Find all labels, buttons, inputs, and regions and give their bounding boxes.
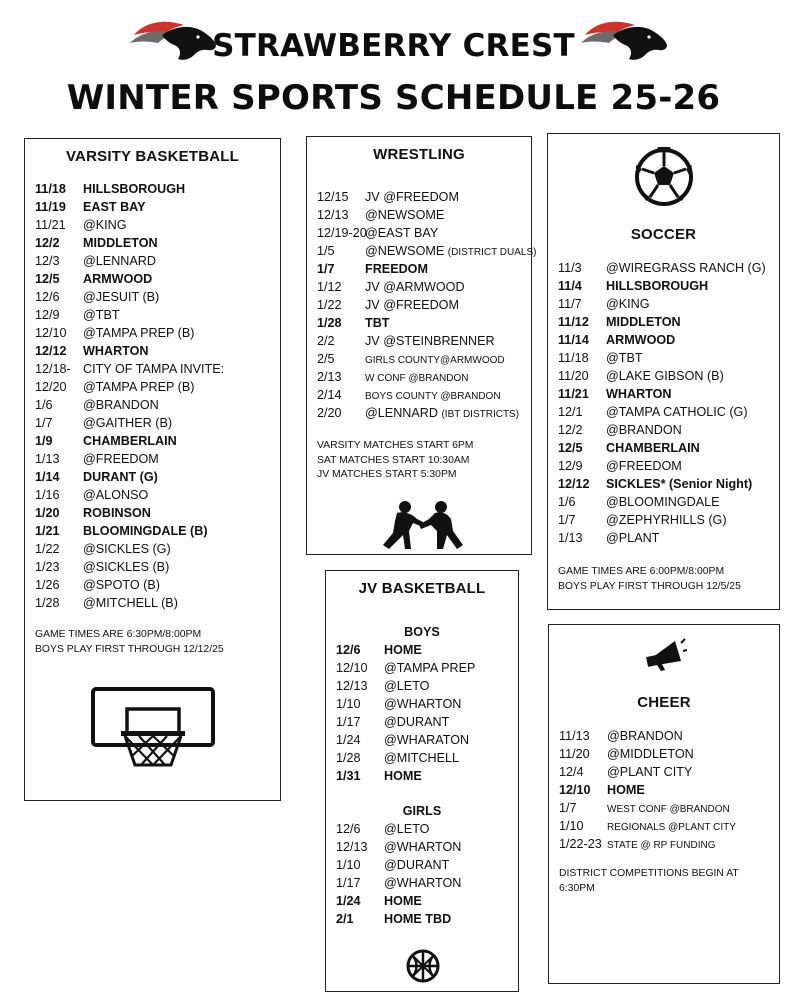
jv-girls-label: GIRLS — [402, 804, 442, 818]
basketball-icon — [406, 949, 440, 983]
schedule-row — [558, 331, 766, 349]
event-opponent: STATE @ RP FUNDING — [607, 840, 716, 851]
schedule-row — [35, 198, 224, 216]
event-date: 12/5 — [558, 441, 583, 455]
event-date: 1/13 — [558, 531, 583, 545]
event-date: 11/21 — [35, 218, 66, 232]
schedule-row — [559, 727, 736, 745]
event-date: 11/3 — [558, 261, 582, 275]
event-opponent: W CONF @BRANDON — [365, 373, 469, 384]
page-title: STRAWBERRY CREST — [212, 28, 575, 64]
event-opponent: @WHARTON — [384, 876, 462, 890]
event-date: 1/26 — [35, 578, 60, 592]
event-date: 1/24 — [336, 733, 361, 747]
event-date: 1/31 — [336, 769, 361, 783]
event-date: 1/24 — [336, 894, 361, 908]
schedule-row — [559, 763, 736, 781]
event-opponent: FREEDOM — [365, 262, 428, 276]
event-opponent: HILLSBOROUGH — [83, 182, 186, 196]
schedule-row — [558, 403, 766, 421]
note-line: 6:30PM — [559, 882, 595, 894]
schedule-row — [558, 529, 766, 547]
schedule-row — [35, 432, 224, 450]
event-date: 2/20 — [317, 406, 342, 420]
event-opponent: @EAST BAY — [365, 226, 439, 240]
event-opponent: JV @FREEDOM — [365, 190, 459, 204]
varsity-basketball-panel — [24, 138, 281, 801]
event-opponent: @LENNARD — [365, 406, 438, 420]
event-opponent: @LENNARD — [83, 254, 156, 268]
event-date: 12/10 — [559, 783, 591, 797]
event-opponent: CITY OF TAMPA INVITE: — [83, 362, 225, 376]
event-opponent: GIRLS COUNTY@ARMWOOD — [365, 355, 505, 366]
schedule-row — [558, 367, 766, 385]
basketball-hoop-icon — [91, 687, 215, 769]
event-opponent: HOME — [384, 894, 422, 908]
event-note: (IBT DISTRICTS) — [441, 409, 520, 420]
schedule-row — [35, 216, 224, 234]
event-date: 2/2 — [317, 334, 335, 348]
event-opponent: BOYS COUNTY @BRANDON — [365, 391, 501, 402]
soccer-panel — [547, 133, 780, 610]
event-date: 12/2 — [558, 423, 583, 437]
event-opponent: HOME — [384, 769, 422, 783]
event-date: 12/6 — [35, 290, 60, 304]
event-date: 1/17 — [336, 876, 361, 890]
event-date: 11/18 — [35, 182, 66, 196]
event-date: 12/6 — [336, 643, 361, 657]
schedule-row — [336, 749, 475, 767]
event-opponent: @SICKLES (B) — [83, 560, 170, 574]
event-opponent: @PLANT — [606, 531, 660, 545]
event-date: 1/7 — [558, 513, 576, 527]
event-opponent: @TAMPA PREP — [384, 661, 476, 675]
event-date: 1/21 — [35, 524, 60, 538]
schedule-row — [35, 252, 224, 270]
event-date: 1/20 — [35, 506, 60, 520]
event-opponent: ROBINSON — [83, 506, 151, 520]
schedule-row — [35, 234, 224, 252]
schedule-row — [35, 558, 224, 576]
event-date: 11/4 — [558, 279, 582, 293]
schedule-row — [558, 349, 766, 367]
event-opponent: @FREEDOM — [606, 459, 682, 473]
event-date: 1/22-23 — [559, 837, 602, 851]
event-date: 12/12 — [558, 477, 590, 491]
schedule-row — [336, 641, 475, 659]
jv-basketball-panel — [325, 570, 519, 992]
schedule-row — [559, 781, 736, 799]
schedule-row — [558, 259, 766, 277]
cheer-notes — [559, 867, 739, 896]
schedule-row — [35, 504, 224, 522]
event-date: 1/22 — [35, 542, 60, 556]
soccer-schedule-list — [558, 259, 766, 547]
event-date: 11/20 — [558, 369, 589, 383]
schedule-row — [35, 270, 224, 288]
event-opponent: @BRANDON — [606, 423, 682, 437]
schedule-row — [317, 224, 536, 242]
varsity-schedule-list — [35, 180, 224, 612]
schedule-row — [558, 439, 766, 457]
schedule-row — [317, 188, 536, 206]
event-date: 12/9 — [35, 308, 60, 322]
event-date: 1/22 — [317, 298, 342, 312]
event-opponent: @WHARATON — [384, 733, 470, 747]
schedule-row — [317, 260, 536, 278]
event-date: 1/17 — [336, 715, 361, 729]
schedule-row — [317, 404, 536, 422]
schedule-row — [559, 745, 736, 763]
schedule-row — [35, 288, 224, 306]
event-date: 1/10 — [336, 858, 361, 872]
schedule-row — [317, 206, 536, 224]
event-opponent: WEST CONF @BRANDON — [607, 804, 730, 815]
note-line: DISTRICT COMPETITIONS BEGIN AT — [559, 868, 739, 879]
schedule-row — [336, 910, 461, 928]
event-opponent: @WHARTON — [384, 697, 462, 711]
schedule-row — [336, 767, 475, 785]
event-opponent: @SICKLES (G) — [83, 542, 171, 556]
event-opponent: @BLOOMINGDALE — [606, 495, 720, 509]
schedule-row — [317, 314, 536, 332]
note-line: VARSITY MATCHES START 6PM — [317, 440, 474, 451]
schedule-row — [558, 313, 766, 331]
schedule-row — [35, 396, 224, 414]
wrestling-schedule-list — [317, 188, 536, 422]
note-line: BOYS PLAY FIRST THROUGH 12/12/25 — [35, 643, 224, 655]
event-opponent: @WHARTON — [384, 840, 462, 854]
event-opponent: @NEWSOME — [365, 244, 445, 258]
event-opponent: @NEWSOME — [365, 208, 445, 222]
event-date: 11/19 — [35, 200, 66, 214]
event-opponent: @DURANT — [384, 858, 450, 872]
event-date: 1/14 — [35, 470, 60, 484]
cheer-panel — [548, 624, 780, 984]
event-date: 1/28 — [336, 751, 361, 765]
event-opponent: REGIONALS @PLANT CITY — [607, 822, 736, 833]
event-opponent: @LETO — [384, 679, 430, 693]
note-line: GAME TIMES ARE 6:30PM/8:00PM — [35, 629, 202, 640]
event-opponent: @TAMPA PREP (B) — [83, 326, 195, 340]
event-date: 1/28 — [35, 596, 60, 610]
schedule-row — [336, 856, 461, 874]
event-opponent: @SPOTO (B) — [83, 578, 160, 592]
event-opponent: @BRANDON — [607, 729, 683, 743]
schedule-row — [35, 414, 224, 432]
event-date: 1/7 — [559, 801, 577, 815]
wrestling-panel — [306, 136, 537, 555]
event-opponent: @PLANT CITY — [607, 765, 693, 779]
cheer-schedule-list — [559, 727, 736, 853]
event-opponent: ARMWOOD — [606, 333, 676, 347]
event-date: 1/6 — [558, 495, 576, 509]
event-opponent: HILLSBOROUGH — [606, 279, 709, 293]
event-opponent: HOME — [384, 643, 422, 657]
event-opponent: @TAMPA CATHOLIC (G) — [606, 405, 748, 419]
schedule-row — [336, 838, 461, 856]
event-date: 1/28 — [317, 316, 342, 330]
event-date: 11/14 — [558, 333, 589, 347]
schedule-row — [317, 296, 536, 314]
event-date: 2/13 — [317, 370, 342, 384]
schedule-row — [336, 677, 475, 695]
schedule-row — [336, 713, 475, 731]
schedule-row — [35, 306, 224, 324]
note-line: GAME TIMES ARE 6:00PM/8:00PM — [558, 566, 725, 577]
event-date: 12/13 — [336, 679, 368, 693]
schedule-row — [558, 295, 766, 313]
schedule-row — [558, 475, 766, 493]
note-line: SAT MATCHES START 10:30AM — [317, 454, 470, 466]
cheer-title: CHEER — [637, 694, 691, 711]
event-opponent: JV @STEINBRENNER — [365, 334, 495, 348]
event-date: 12/1 — [558, 405, 583, 419]
event-opponent: HOME TBD — [384, 912, 452, 926]
schedule-row — [336, 892, 461, 910]
schedule-row — [317, 386, 536, 404]
schedule-row — [559, 817, 736, 835]
schedule-row — [317, 368, 536, 386]
event-date: 12/15 — [317, 190, 349, 204]
event-opponent: @TBT — [83, 308, 120, 322]
event-opponent: @DURANT — [384, 715, 450, 729]
schedule-row — [558, 457, 766, 475]
event-date: 12/12 — [35, 344, 67, 358]
event-date: 1/7 — [317, 262, 335, 276]
jv-boys-schedule-list — [336, 641, 475, 785]
schedule-row — [559, 799, 736, 817]
event-opponent: @TBT — [606, 351, 643, 365]
schedule-row — [35, 594, 224, 612]
event-opponent: JV @FREEDOM — [365, 298, 459, 312]
schedule-row — [336, 820, 461, 838]
schedule-row — [336, 874, 461, 892]
event-date: 1/16 — [35, 488, 60, 502]
event-opponent: CHAMBERLAIN — [83, 434, 177, 448]
event-opponent: WHARTON — [83, 344, 149, 358]
event-date: 12/10 — [35, 326, 67, 340]
event-opponent: @KING — [606, 297, 650, 311]
schedule-row — [317, 350, 536, 368]
jv-girls-schedule-list — [336, 820, 461, 928]
soccer-ball-icon — [634, 147, 694, 207]
event-date: 12/19-20 — [317, 226, 367, 240]
event-date: 11/13 — [559, 729, 590, 743]
note-line: JV MATCHES START 5:30PM — [317, 469, 457, 480]
event-date: 2/14 — [317, 388, 342, 402]
event-date: 12/5 — [35, 272, 60, 286]
event-opponent: @BRANDON — [83, 398, 159, 412]
schedule-row — [558, 421, 766, 439]
event-opponent: @ZEPHYRHILLS (G) — [606, 513, 727, 527]
schedule-row — [336, 695, 475, 713]
jv-basketball-title: JV BASKETBALL — [358, 580, 486, 597]
event-opponent: MIDDLETON — [606, 315, 681, 329]
event-opponent: MIDDLETON — [83, 236, 158, 250]
soccer-title: SOCCER — [630, 226, 697, 243]
schedule-row — [336, 659, 475, 677]
schedule-row — [35, 450, 224, 468]
schedule-row — [35, 180, 224, 198]
event-date: 12/9 — [558, 459, 583, 473]
event-opponent: @LETO — [384, 822, 430, 836]
schedule-row — [317, 332, 536, 350]
schedule-row — [558, 493, 766, 511]
wrestlers-icon — [379, 499, 467, 551]
schedule-row — [35, 522, 224, 540]
schedule-row — [35, 468, 224, 486]
page-subtitle: WINTER SPORTS SCHEDULE 25-26 — [66, 78, 721, 118]
event-date: 12/10 — [336, 661, 368, 675]
megaphone-icon — [645, 637, 687, 673]
event-opponent: @MITCHELL — [384, 751, 460, 765]
event-opponent: BLOOMINGDALE (B) — [83, 524, 208, 538]
event-opponent: @TAMPA PREP (B) — [83, 380, 195, 394]
event-date: 12/13 — [317, 208, 349, 222]
event-opponent: WHARTON — [606, 387, 672, 401]
soccer-notes — [558, 565, 741, 594]
schedule-row — [559, 835, 736, 853]
schedule-row — [336, 731, 475, 749]
schedule-row — [35, 378, 224, 396]
event-opponent: EAST BAY — [83, 200, 146, 214]
event-date: 2/1 — [336, 912, 354, 926]
event-date: 12/13 — [336, 840, 368, 854]
schedule-row — [558, 277, 766, 295]
schedule-row — [317, 278, 536, 296]
event-opponent: @GAITHER (B) — [83, 416, 173, 430]
event-opponent: @ALONSO — [83, 488, 149, 502]
event-date: 1/10 — [559, 819, 584, 833]
event-date: 11/7 — [558, 297, 582, 311]
schedule-row — [35, 360, 224, 378]
event-date: 1/6 — [35, 398, 53, 412]
event-opponent: @WIREGRASS RANCH (G) — [606, 261, 766, 275]
event-opponent: DURANT (G) — [83, 470, 158, 484]
event-date: 12/20 — [35, 380, 67, 394]
schedule-row — [558, 511, 766, 529]
event-date: 1/5 — [317, 244, 335, 258]
event-date: 12/4 — [559, 765, 584, 779]
event-date: 11/18 — [558, 351, 589, 365]
schedule-row — [317, 242, 536, 260]
event-date: 11/21 — [558, 387, 589, 401]
event-opponent: @KING — [83, 218, 127, 232]
event-date: 1/23 — [35, 560, 60, 574]
event-opponent: HOME — [607, 783, 645, 797]
schedule-row — [35, 342, 224, 360]
schedule-row — [35, 540, 224, 558]
event-date: 2/5 — [317, 352, 335, 366]
event-opponent: @MIDDLETON — [607, 747, 694, 761]
event-date: 12/6 — [336, 822, 361, 836]
event-date: 11/12 — [558, 315, 589, 329]
event-date: 12/18- — [35, 362, 71, 376]
varsity-basketball-title: VARSITY BASKETBALL — [65, 148, 240, 165]
event-date: 11/20 — [559, 747, 590, 761]
event-date: 1/9 — [35, 434, 53, 448]
event-date: 12/3 — [35, 254, 60, 268]
jv-boys-label: BOYS — [404, 625, 440, 639]
event-date: 1/10 — [336, 697, 361, 711]
event-opponent: CHAMBERLAIN — [606, 441, 700, 455]
event-opponent: SICKLES* (Senior Night) — [606, 477, 753, 491]
event-date: 12/2 — [35, 236, 60, 250]
event-opponent: @JESUIT (B) — [83, 290, 160, 304]
event-date: 1/13 — [35, 452, 60, 466]
event-opponent: @LAKE GIBSON (B) — [606, 369, 724, 383]
schedule-row — [35, 576, 224, 594]
schedule-row — [558, 385, 766, 403]
note-line: BOYS PLAY FIRST THROUGH 12/5/25 — [558, 580, 741, 592]
event-note: (DISTRICT DUALS) — [447, 247, 537, 258]
wrestling-title: WRESTLING — [373, 146, 465, 163]
event-opponent: ARMWOOD — [83, 272, 153, 286]
event-opponent: TBT — [365, 316, 390, 330]
event-date: 1/12 — [317, 280, 342, 294]
wrestling-notes — [317, 439, 473, 483]
event-opponent: JV @ARMWOOD — [365, 280, 465, 294]
schedule-row — [35, 324, 224, 342]
event-opponent: @MITCHELL (B) — [83, 596, 178, 610]
event-date: 1/7 — [35, 416, 53, 430]
varsity-notes — [35, 628, 224, 657]
schedule-row — [35, 486, 224, 504]
event-opponent: @FREEDOM — [83, 452, 159, 466]
